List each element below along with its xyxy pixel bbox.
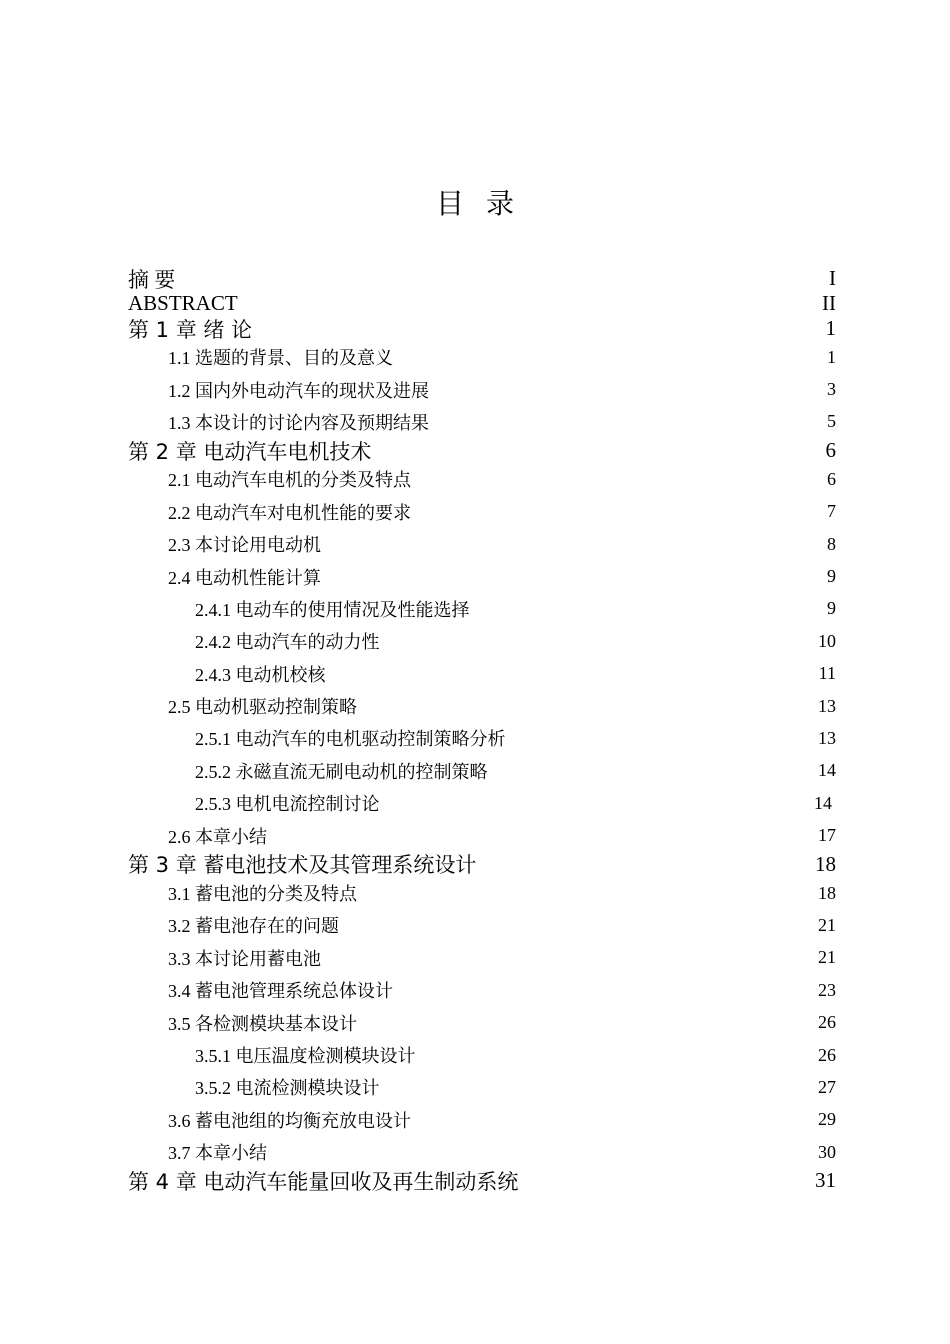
toc-entry-title: 3.5.1 电压温度检测模块设计: [195, 1046, 416, 1066]
toc-entry-page: 6: [827, 468, 836, 489]
toc-entry-section[interactable]: [128, 942, 836, 974]
toc-entry-title: 第 2 章 电动汽车电机技术: [128, 439, 372, 464]
toc-entry-subsection[interactable]: [128, 1071, 836, 1103]
toc-entry-page: 26: [818, 1044, 836, 1065]
toc-entry-chapter-4[interactable]: [128, 1168, 836, 1193]
toc-entry-chapter-3[interactable]: [128, 852, 836, 877]
toc-entry-page: 13: [818, 695, 836, 716]
toc-entry-section[interactable]: [128, 819, 836, 851]
toc-entry-section[interactable]: [128, 528, 836, 560]
toc-entry-title: 1.1 选题的背景、目的及意义: [168, 348, 393, 369]
toc-entry-title: 3.2 蓄电池存在的问题: [168, 916, 339, 937]
toc-entry-page: 5: [827, 411, 836, 432]
toc-entry-page: 21: [818, 914, 836, 935]
toc-entry-page: 18: [815, 851, 836, 876]
toc-entry-page: 9: [827, 566, 836, 587]
toc-entry-section[interactable]: [128, 1006, 836, 1038]
toc-entry-section[interactable]: [128, 690, 836, 722]
toc-entry-page: I: [829, 266, 836, 290]
toc-entry-page: 26: [818, 1012, 836, 1033]
toc-entry-page: 29: [818, 1109, 836, 1130]
toc-entry-page: 7: [827, 501, 836, 522]
toc-entry-section[interactable]: [128, 1104, 836, 1136]
toc-entry-page: 17: [818, 825, 836, 846]
toc-entry-page: 21: [818, 947, 836, 968]
toc-entry-section[interactable]: [128, 877, 836, 909]
toc-entry-page: 23: [818, 979, 836, 1000]
toc-entry-title: 第 3 章 蓄电池技术及其管理系统设计: [128, 853, 477, 878]
toc-entry-section[interactable]: [128, 373, 836, 405]
toc-entry-title: 1.2 国内外电动汽车的现状及进展: [168, 380, 429, 401]
toc-entry-page: 1: [825, 316, 836, 340]
toc-entry-page: 9: [827, 598, 836, 619]
toc-entry-title: 第 4 章 电动汽车能量回收及再生制动系统: [128, 1169, 519, 1194]
toc-entry-subsection[interactable]: [128, 658, 836, 690]
toc-entry-page: II: [822, 291, 836, 315]
toc-entry-title: 2.4.3 电动机校核: [195, 664, 326, 685]
toc-entry-page: 1: [827, 346, 836, 367]
toc-entry-page: 31: [815, 1168, 836, 1193]
toc-entry-title: 3.1 蓄电池的分类及特点: [168, 884, 357, 905]
toc-entry-title: 第 1 章 绪 论: [128, 317, 253, 342]
toc-entry-section[interactable]: [128, 463, 836, 495]
toc-entry-title: 2.1 电动汽车电机的分类及特点: [168, 470, 411, 491]
toc-entry-page: 30: [818, 1141, 836, 1162]
toc-entry-title: 摘 要: [128, 267, 176, 292]
toc-entry-section[interactable]: [128, 406, 836, 438]
toc-entry-title: 3.5 各检测模块基本设计: [168, 1013, 357, 1034]
toc-entry-title: 2.3 本讨论用电动机: [168, 535, 321, 556]
toc-entry-title: 2.5.1 电动汽车的电机驱动控制策略分析: [195, 729, 506, 750]
toc-entry-section[interactable]: [128, 974, 836, 1006]
toc-entry-title: 3.4 蓄电池管理系统总体设计: [168, 981, 393, 1002]
toc-entry-title: 2.4.2 电动汽车的动力性: [195, 632, 380, 653]
toc-entry-title: 1.3 本设计的讨论内容及预期结果: [168, 412, 429, 433]
toc-entry-page: 11: [818, 663, 836, 684]
toc-entry-subsection[interactable]: [128, 593, 836, 625]
toc-entry-page: 13: [818, 727, 836, 748]
toc-entry-section[interactable]: [128, 1136, 836, 1168]
toc-entry-chapter-2[interactable]: [128, 438, 836, 463]
toc-entry-page: 27: [818, 1076, 836, 1097]
toc-entry-title: 2.4.1 电动车的使用情况及性能选择: [195, 599, 470, 620]
toc-entry-subsection[interactable]: [128, 1039, 836, 1071]
toc-entry-page: 6: [825, 438, 836, 463]
toc-entry-section[interactable]: [128, 496, 836, 528]
toc-entry-section[interactable]: [128, 341, 836, 373]
toc-entry-title: 2.4 电动机性能计算: [168, 567, 321, 588]
toc-entry-title: 3.5.2 电流检测模块设计: [195, 1078, 380, 1099]
toc-entry-title: 2.5.2 永磁直流无刷电动机的控制策略: [195, 761, 488, 782]
toc-entry-subsection[interactable]: [128, 787, 836, 819]
toc-entry-title: 3.7 本章小结: [168, 1143, 267, 1164]
toc-entry-section[interactable]: [128, 560, 836, 592]
toc-entry-section[interactable]: [128, 909, 836, 941]
toc-entry-title: 3.3 本讨论用蓄电池: [168, 948, 321, 969]
toc-entry-title: 2.2 电动汽车对电机性能的要求: [168, 502, 411, 523]
toc-entry-page: 3: [827, 379, 836, 400]
toc-entry-subsection[interactable]: [128, 722, 836, 754]
page-title: 目录: [435, 187, 536, 220]
table-of-contents: [128, 266, 836, 1193]
toc-entry-subsection[interactable]: [128, 755, 836, 787]
toc-entry-page: 18: [818, 882, 836, 903]
toc-entry-title: 2.6 本章小结: [168, 826, 267, 847]
toc-entry-abstract-en[interactable]: [128, 291, 836, 316]
toc-entry-page: 8: [827, 533, 836, 554]
toc-entry-page: 14: [814, 792, 832, 813]
toc-entry-title: ABSTRACT: [128, 291, 238, 315]
toc-entry-title: 2.5.3 电机电流控制讨论: [195, 794, 380, 815]
toc-entry-chapter-1[interactable]: [128, 316, 836, 341]
toc-entry-page: 14: [818, 760, 836, 781]
toc-entry-page: 10: [818, 630, 836, 651]
toc-entry-title: 3.6 蓄电池组的均衡充放电设计: [168, 1110, 411, 1131]
toc-entry-subsection[interactable]: [128, 625, 836, 657]
toc-entry-title: 2.5 电动机驱动控制策略: [168, 697, 357, 718]
toc-entry-abstract-cn[interactable]: [128, 266, 836, 291]
